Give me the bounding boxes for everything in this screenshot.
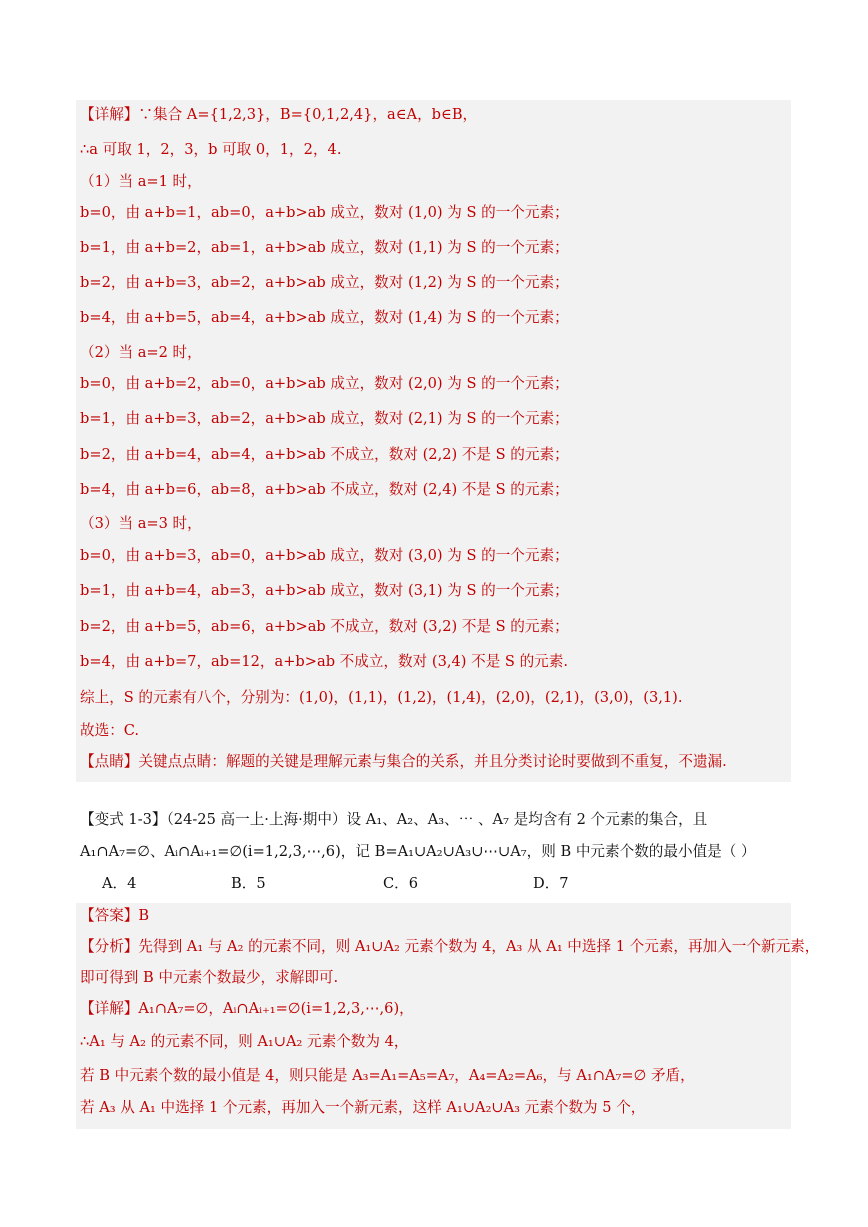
solution-line: b=2，由 a+b=3，ab=2，a+b>ab 成立，数对 (1,2) 为 S 的一个元素； [80, 274, 569, 291]
solution-line: 综上，S 的元素有八个，分别为：(1,0)，(1,1)，(1,2)，(1,4)，(2,0)，(2,1)，(3,0)，(3,1). [80, 689, 683, 706]
choice-b: B．5 [231, 875, 266, 892]
solution-line: 【详解】A₁∩A₇=∅，Aᵢ∩Aᵢ₊₁=∅(i=1,2,3,⋯,6)， [80, 1000, 414, 1017]
solution-line: 若 B 中元素个数的最小值是 4，则只能是 A₃=A₁=A₅=A₇，A₄=A₂=A₆，与 A₁∩A₇=∅ 矛盾， [80, 1067, 695, 1084]
solution-line: b=2，由 a+b=5，ab=6，a+b>ab 不成立，数对 (3,2) 不是 S 的元素； [80, 618, 569, 635]
solution-line: b=0，由 a+b=2，ab=0，a+b>ab 成立，数对 (2,0) 为 S 的一个元素； [80, 375, 569, 392]
solution-line: b=4，由 a+b=6，ab=8，a+b>ab 不成立，数对 (2,4) 不是 S 的元素； [80, 481, 569, 498]
solution-line: b=4，由 a+b=7，ab=12，a+b>ab 不成立，数对 (3,4) 不是 S 的元素. [80, 653, 568, 670]
analysis-line: 【分析】先得到 A₁ 与 A₂ 的元素不同，则 A₁∪A₂ 元素个数为 4，A₃ 从 A₁ 中选择 1 个元素，再加入一个新元素， [80, 938, 820, 955]
question-stem-line-1: 【变式 1-3】（24-25 高一上·上海·期中）设 A₁、A₂、A₃、⋯ 、A₇ 是均含有 2 个元素的集合，且 [80, 811, 708, 828]
answer-line: 【答案】B [80, 907, 150, 924]
solution-line: b=1，由 a+b=3，ab=2，a+b>ab 成立，数对 (2,1) 为 S 的一个元素； [80, 410, 569, 427]
solution-line: （3）当 a=3 时， [80, 515, 202, 532]
solution-line: b=0，由 a+b=3，ab=0，a+b>ab 成立，数对 (3,0) 为 S 的一个元素； [80, 547, 569, 564]
solution-line: b=2，由 a+b=4，ab=4，a+b>ab 不成立，数对 (2,2) 不是 S 的元素； [80, 446, 569, 463]
solution-line: （1）当 a=1 时， [80, 173, 202, 190]
solution-line: b=1，由 a+b=2，ab=1，a+b>ab 成立，数对 (1,1) 为 S 的一个元素； [80, 239, 569, 256]
solution-line: 若 A₃ 从 A₁ 中选择 1 个元素，再加入一个新元素，这样 A₁∪A₂∪A₃ 元素个数为 5 个， [80, 1099, 646, 1116]
solution-line: b=1，由 a+b=4，ab=3，a+b>ab 成立，数对 (3,1) 为 S 的一个元素； [80, 582, 569, 599]
solution-line: 故选：C. [80, 722, 140, 739]
solution-line: ∴a 可取 1，2，3，b 可取 0，1，2，4. [80, 141, 342, 158]
solution-line: ∴A₁ 与 A₂ 的元素不同，则 A₁∪A₂ 元素个数为 4， [80, 1033, 409, 1050]
analysis-line: 即可得到 B 中元素个数最少，求解即可. [80, 969, 339, 986]
solution-line: b=0，由 a+b=1，ab=0，a+b>ab 成立，数对 (1,0) 为 S 的一个元素； [80, 204, 569, 221]
solution-line: b=4，由 a+b=5，ab=4，a+b>ab 成立，数对 (1,4) 为 S 的一个元素； [80, 309, 569, 326]
choice-d: D．7 [533, 875, 569, 892]
choice-a: A．4 [102, 875, 137, 892]
solution-line: （2）当 a=2 时， [80, 344, 202, 361]
question-stem-line-2: A₁∩A₇=∅、Aᵢ∩Aᵢ₊₁=∅(i=1,2,3,⋯,6)，记 B=A₁∪A₂∪A₃∪⋯∪A₇，则 B 中元素个数的最小值是（ ） [80, 843, 756, 860]
solution-line: 【详解】∵集合 A={1,2,3}，B={0,1,2,4}，a∈A，b∈B， [80, 106, 478, 123]
key-point-line: 【点睛】关键点点睛：解题的关键是理解元素与集合的关系，并且分类讨论时要做到不重复，不遗漏. [80, 753, 727, 770]
choice-c: C．6 [383, 875, 419, 892]
